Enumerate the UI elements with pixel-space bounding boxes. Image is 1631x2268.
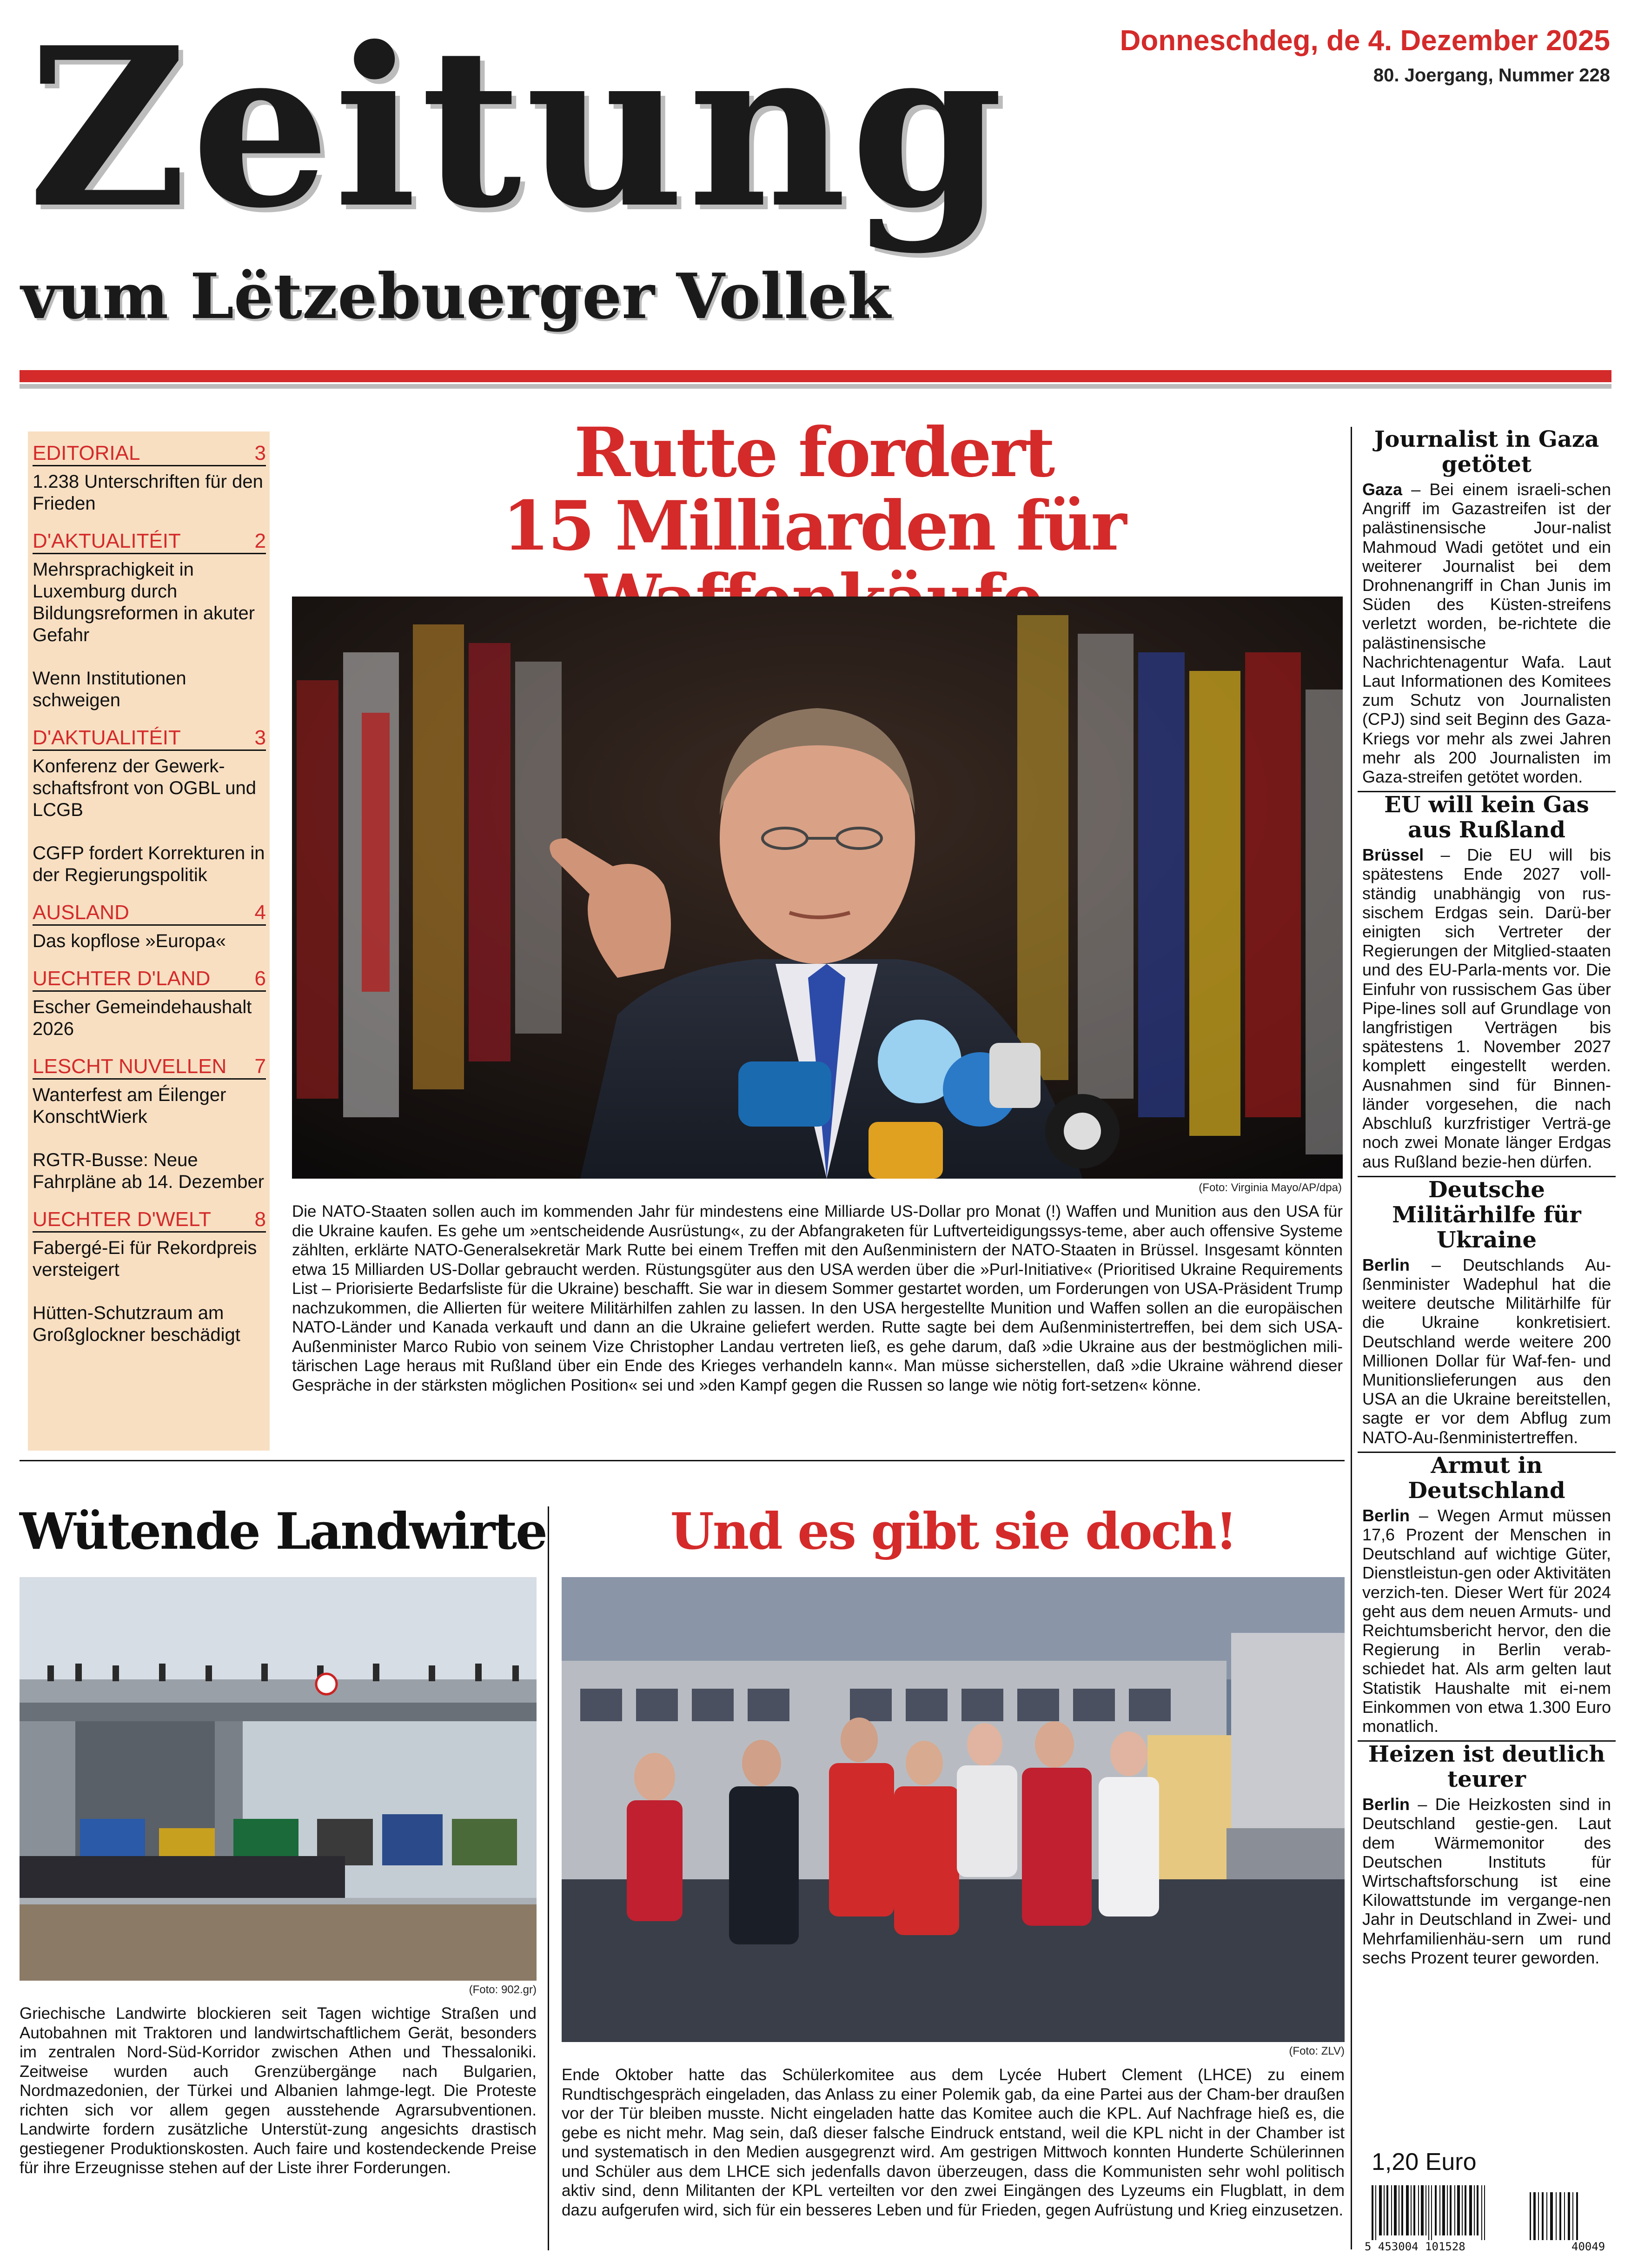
sidebar-section-uechter-dland[interactable] [33, 967, 266, 992]
brief-text [1362, 1255, 1611, 1447]
section-page: 4 [254, 901, 266, 924]
sidebar-section-aktualiteit-2[interactable] [33, 530, 266, 554]
teaser-item[interactable]: RGTR-Busse: Neue Fahrpläne ab 14. Dezember [33, 1150, 265, 1192]
section-title: UECHTER D'WELT [33, 1208, 212, 1231]
issue-number: 80. Joergang, Nummer 228 [1373, 65, 1610, 86]
sidebar-section-editorial[interactable] [33, 442, 266, 466]
sidebar-section-uechter-dwelt[interactable] [33, 1208, 266, 1233]
teaser-item[interactable]: Escher Gemeindehaushalt 2026 [33, 997, 252, 1039]
lead-photo-credit: (Foto: Virginia Mayo/AP/dpa) [1199, 1181, 1342, 1194]
story-left-headline[interactable]: Wütende Landwirte [20, 1502, 546, 1561]
lead-photo [292, 597, 1343, 1179]
right-column-rule [1351, 427, 1352, 2249]
brief-headline[interactable]: Heizen ist deutlich teurer [1368, 1741, 1605, 1793]
brief-body: – Wegen Armut müssen 17,6 Prozent der Menschen in Deutschland auf wichtige Güter, Dienstleistun-gen oder Aktivitäten verzich-ten. Dieser Wert für 2024 geht aus dem neuen Armuts- und Reichtumsbericht hervor, den die Regierung in Berlin verab-schiedet hat. Als arm gelten laut Statistik Haushalte mit ei-nem Einkommen von etwa 1.300 Euro monatlich. [1362, 1505, 1611, 1736]
brief-headline[interactable]: Deutsche Militärhilfe für Ukraine [1392, 1176, 1581, 1253]
story-left-body: Griechische Landwirte blockieren seit Tagen wichtige Straßen und Autobahnen mit Traktoren und landwirtschaftlichem Gerät, besonders im zentralen Nord-Süd-Korridor zwischen Athen und Thessaloniki. Zeitweise wurden auch Grenzübergänge nach Bulgarien, Nordmazedonien, der Türkei und Albanien lahmge-legt. Die Proteste richten sich vor allem gegen ausstehende Agrarsubventionen. Landwirte fordern zusätzliche Unterstüt-zung angesichts drastisch gestiegener Produktionskosten. Auch faire und kostendeckende Preise für ihre Erzeugnisse stehen auf der Liste ihrer Forderungen. [20, 2004, 537, 2177]
section-page: 8 [254, 1208, 266, 1231]
masthead-subtitle: vum Lëtzebuerger Vollek [21, 259, 891, 333]
lead-body: Die NATO-Staaten sollen auch im kommenden Jahr für mindestens eine Milliarde US-Dollar pro Monat (!) Waffen und Munition aus den USA für die Ukraine kaufen. Es gehe um »entscheidende Ausrüstung«, zu der Abfangraketen für Luftverteidigungssys-teme, aber auch offensive Systeme zählten, erklärte NATO-Generalsekretär Mark Rutte bei einem Treffen mit den Außenministern der NATO-Staaten in Brüssel. Insgesamt könnten etwa 15 Milliarden US-Dollar gebraucht werden. Rüstungsgüter aus den USA werden über die »Purl-Initiative« (Prioritised Ukraine Requirements List – Priorisierte Bedarfsliste für die Ukraine) beschafft. Sie war in diesem Sommer gestartet worden, um Forderungen von USA-Präsident Trump nachzukommen, die Allierten für weitere Militärhilfen zahlen zu lassen. In den USA hergestellte Munition und Waffen sollen an die europäischen NATO-Länder und Kanada verkauft und dann an die Ukraine geliefert werden. Rutte sagte bei dem Außenministertreffen, bei dem sich USA-Außenminister Marco Rubio von seinem Vize Christopher Landau vertreten ließ, es gehe darum, daß »die Ukraine aus der bestmöglichen mili-tärischen Lage heraus mit Rußland über ein Ende des Krieges verhandeln kann«. Man müsse sicherstellen, daß »die Ukraine während dieser Gespräche in der stärksten möglichen Position« sei und »den Kampf gegen die Russen so lange wie nötig fort-setzen« könne. [292, 1202, 1343, 1394]
teaser-item[interactable]: Fabergé-Ei für Rekordpreis versteigert [33, 1238, 257, 1280]
section-title: AUSLAND [33, 901, 129, 924]
section-title: EDITORIAL [33, 442, 140, 464]
story-mid-headline[interactable]: Und es gibt sie doch! [670, 1502, 1236, 1561]
teaser-item[interactable]: Konferenz der Gewerk-schaftsfront von OGBL und LCGB [33, 756, 256, 820]
teaser-item[interactable]: Wanterfest am Éilenger KonschtWierk [33, 1085, 226, 1127]
brief-headline[interactable]: Armut in Deutschland [1408, 1452, 1565, 1504]
brief-text [1362, 480, 1611, 786]
masthead-gray-rule [20, 384, 1611, 389]
brief-body: – Die EU will bis spätestens Ende 2027 voll-ständig unabhängig von rus-sischem Erdgas sein. Darü-ber einigten sich Vertreter der Regierungen der Mitglied-staaten und des EU-Parla-ments vor. Die Einfuhr von russischem Gas über Pipe-lines soll auf Grundlage von langfristigen Verträgen bis spätestens 1. November 2027 komplett eingestellt werden. Ausnahmen sind für Binnen-länder vorgesehen, die nach Abschluß kurzfristiger Verträ-ge noch zwei Monate länger Erdgas aus Rußland bezie-hen dürfen. [1362, 845, 1611, 1171]
brief-body: – Bei einem israeli-schen Angriff im Gazastreifen ist der palästinensische Jour-nalist Mahmoud Wadi getötet und ein weiterer Journalist bei dem Drohnenangriff in Chan Junis im Süden des Küsten-streifens verletzt worden, be-richtete die palästinensische Nachrichtenagentur Wafa. Laut Laut Informationen des Komitees zum Schutz von Journalisten (CPJ) sind seit Beginn des Gaza-Kriegs vor mehr als zwei Jahren mehr als 200 Journalisten im Gaza-streifen getötet worden. [1362, 480, 1611, 787]
brief-place: Berlin [1362, 1505, 1410, 1525]
teaser-item[interactable]: CGFP fordert Korrekturen in der Regierungspolitik [33, 843, 265, 885]
brief-text [1362, 1506, 1611, 1736]
section-title: LESCHT NUVELLEN [33, 1055, 227, 1078]
lead-headline-line-2: 15 Milliarden für [502, 486, 1125, 566]
brief-text [1362, 845, 1611, 1171]
brief-place: Berlin [1362, 1255, 1410, 1274]
sidebar-section-lescht-nuvellen[interactable] [33, 1055, 266, 1080]
section-page: 3 [254, 726, 266, 749]
price: 1,20 Euro [1372, 2149, 1477, 2175]
brief-body: – Deutschlands Au-ßenminister Wadephul hat die weitere deutsche Militärhilfe für die Ukraine konkretisiert. Deutschland werde weitere 200 Millionen Dollar für Waf-fen- und Munitionslieferungen aus den USA an die Ukraine bereitstellen, sagte er vor dem Abflug zum NATO-Au-ßenministertreffen. [1362, 1255, 1611, 1447]
section-page: 7 [254, 1055, 266, 1078]
bottom-column-rule [548, 1506, 549, 2250]
story-left-photo-credit: (Foto: 902.gr) [469, 1983, 537, 1996]
teaser-item[interactable]: Das kopflose »Europa« [33, 931, 226, 951]
story-mid-photo [562, 1577, 1345, 2042]
sidebar-section-ausland[interactable] [33, 901, 266, 926]
teaser-item[interactable]: 1.238 Unterschriften für den Frieden [33, 471, 263, 514]
story-left-photo [20, 1577, 537, 1981]
lead-headline-line-1: Rutte fordert [574, 413, 1054, 492]
masthead-red-rule [20, 370, 1611, 382]
news-briefs-column [1362, 427, 1611, 1972]
sidebar-section-aktualiteit-3[interactable] [33, 726, 266, 751]
section-title: UECHTER D'LAND [33, 967, 211, 990]
brief-place: Gaza [1362, 480, 1403, 499]
masthead-title: Zeitung [28, 0, 1007, 256]
story-mid-body: Ende Oktober hatte das Schülerkomitee aus dem Lycée Hubert Clement (LHCE) zu einem Rundtischgespräch eingeladen, das Anlass zu einer Polemik gab, da eine Partei aus der Cham-ber draußen vor der Tür bleiben musste. Nicht eingeladen hatte das Komitee auch die KPL. Auf Nachfrage hieß es, die gebe es nicht mehr. Mag sein, daß dieser falsche Eindruck entstand, weil die KPL nicht in der Chamber ist und systematisch in den Medien ausgegrenzt wird. Am gestrigen Mittwoch konnten Hunderte Schülerinnen und Schüler aus dem LHCE sich jedenfalls davon überzeugen, dass die Kommunisten sehr wohl politisch aktiv sind, denn Militanten der KPL verteilten vor den zwei Eingängen des Lyzeums ein Flugblatt, in dem dazu aufgerufen wird, sich für ein besseres Leben und für Frieden, gegen Aufrüstung und Krieg einzusetzen. [562, 2066, 1345, 2219]
teaser-item[interactable]: Hütten-Schutzraum am Großglockner beschädigt [33, 1303, 240, 1345]
brief-place: Berlin [1362, 1795, 1410, 1814]
section-page: 3 [254, 442, 266, 464]
brief-body: – Die Heizkosten sind in Deutschland gestie-gen. Laut dem Wärmemonitor des Deutschen Instituts für Wirtschaftsforschung ist eine Kilowattstunde im vergange-nen Jahr in Deutschland in Zwei- und Mehrfamilienhäu-sern um rund sechs Prozent teurer geworden. [1362, 1795, 1611, 1967]
section-title: D'AKTUALITÉIT [33, 530, 181, 552]
brief-text [1362, 1795, 1611, 1967]
section-page: 6 [254, 967, 266, 990]
story-mid-photo-credit: (Foto: ZLV) [1289, 2045, 1345, 2057]
teaser-item[interactable]: Wenn Institutionen schweigen [33, 668, 186, 710]
brief-headline[interactable]: Journalist in Gaza getötet [1374, 426, 1599, 477]
section-title: D'AKTUALITÉIT [33, 726, 181, 749]
brief-place: Brüssel [1362, 845, 1424, 865]
contents-sidebar [28, 431, 270, 1451]
issue-date: Donneschdeg, de 4. Dezember 2025 [1120, 25, 1610, 57]
barcode-number-right: 40049 [1571, 2240, 1605, 2253]
barcode-number-left: 5 453004 101528 [1365, 2240, 1465, 2253]
section-page: 2 [254, 530, 266, 552]
lead-bottom-rule [20, 1460, 1345, 1461]
teaser-item[interactable]: Mehrsprachigkeit in Luxemburg durch Bildungsreformen in akuter Gefahr [33, 559, 255, 645]
brief-headline[interactable]: EU will kein Gas aus Rußland [1384, 792, 1589, 843]
